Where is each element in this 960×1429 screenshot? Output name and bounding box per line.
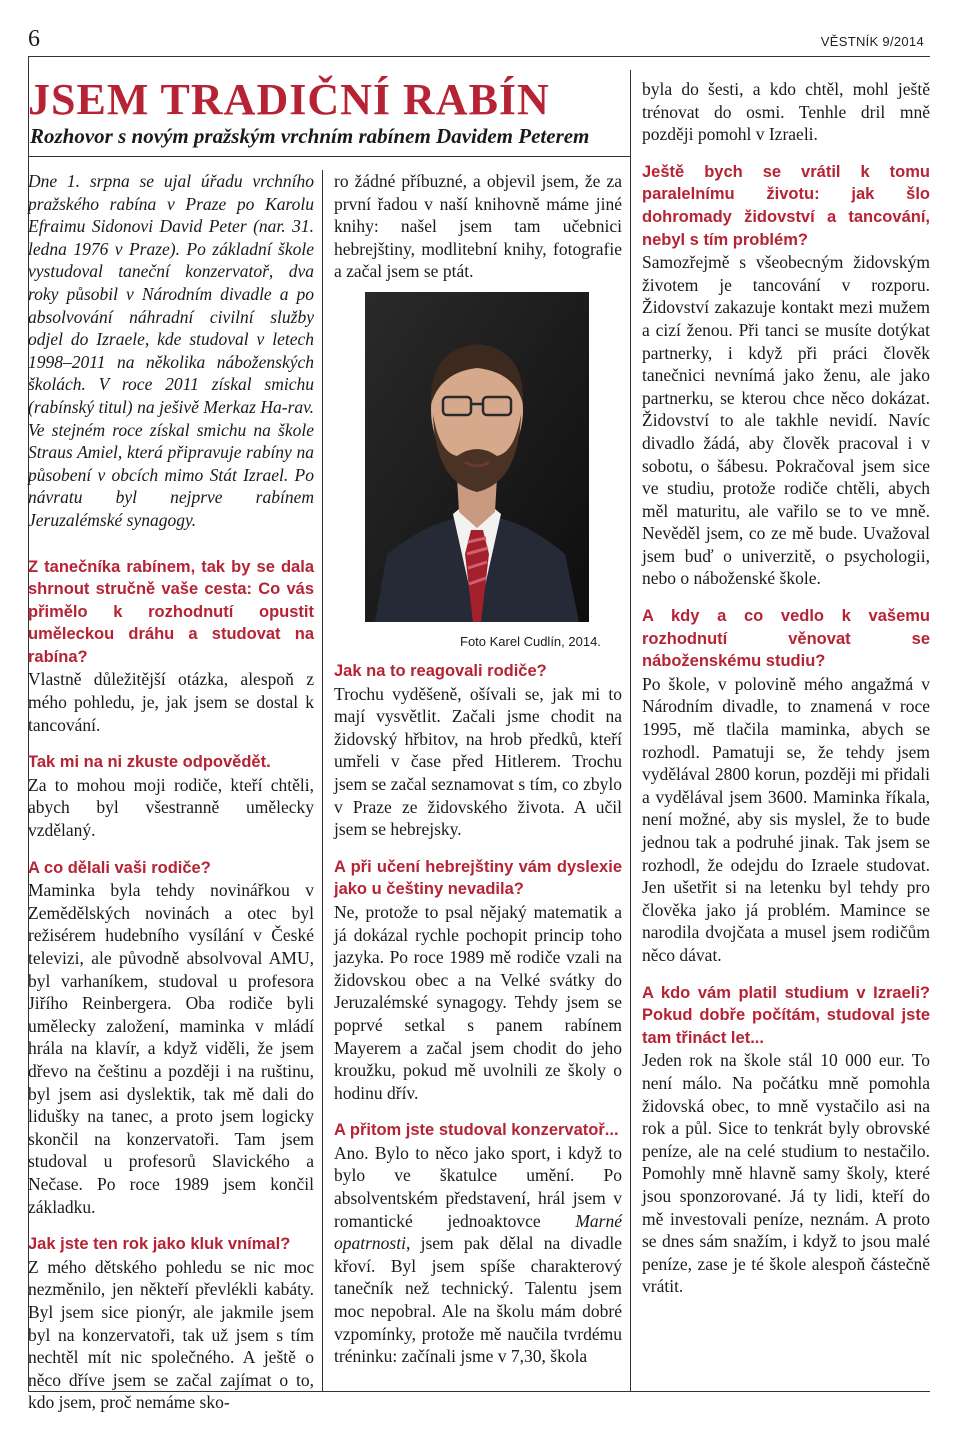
answer: Jeden rok na škole stál 10 000 eur. To není málo. Na počátku mně pomohla židovská obec, to mně vystačilo asi na rok a půl. Sice to tenkrát byly obrovské peníze, ale na celé studium to nestačilo. Pomohly mně hlavně samy školy, které jsou sponzorované. Já ty lidi, kteří do mě investovali peníze, neznám. A proto se dnes sám snažím, i když to jsou malé peníze, zase je té škole alespoň částečně vrátit. <box>642 1050 930 1297</box>
answer: Samozřejmě s všeobecným židovským životem je tancování v rozporu. Židovství zakazuje kontakt mezi mužem a cizí ženou. Při tanci se musíte dotýkat partnerky, i když při práci člověk tanečnici nevnímá jako ženu, ale jako partnerku, se kterou chce něco dokázat. Židovství to ale takhle nevidí. Navíc divadlo žádá, aby člověk pracoval i v sobotu, o šábesu. Pokračoval jsem sice ve studiu, protože rodiče chtěli, abych měl maturitu, ale vařilo se to ve mně. Nevěděl jsem, co ze mě bude. Uvažoval jsem buď o univerzitě, o psychologii, nebo o náboženské škole. <box>642 252 930 589</box>
page-number: 6 <box>28 26 40 52</box>
photo-caption: Foto Karel Cudlín, 2014. <box>460 634 601 649</box>
question: Jak na to reagovali rodiče? <box>334 662 547 680</box>
column-2-bottom <box>334 660 622 1383</box>
question: A co dělali vaši rodiče? <box>28 858 211 877</box>
article-title: JSEM TRADIČNÍ RABÍN <box>28 75 550 124</box>
column-2-top <box>334 170 622 298</box>
rabbi-portrait-photo <box>365 292 589 622</box>
answer-continued: ro žádné příbuzné, a objevil jsem, že za první řadou v naší knihovně máme jiné knihy: našel jsem tam učebnici hebrejštiny, modlitební knihy, fotografie a začal jsem se ptát. <box>334 171 622 282</box>
column-3 <box>642 78 930 1313</box>
question: A při učení hebrejštiny vám dyslexie jako u češtiny nevadila? <box>334 857 622 899</box>
answer: Vlastně důležitější otázka, alespoň z mého pohledu, je, jak jsem se dostal k tancování. <box>28 669 314 735</box>
answer: Ne, protože to psal nějaký matematik a já dokázal rychle pochopit princip toho jazyka. Po roce 1989 mě rodiče vzali na židovskou obec a na Velké svátky do Jeruzalémské synagogy. Tehdy jsem se poprvé setkal s panem rabínem Mayerem a začal jsem chodit do jeho kroužku, pokud mě uvolnili ze školy o hodinu dřív. <box>334 901 622 1103</box>
play-title: Marné opatrnosti <box>334 1210 622 1254</box>
answer: Po škole, v polovině mého angažmá v Národním divadle, to znamená v roce 1995, mě tlačila maminka, abych se rozhodl. Pamatuji se, že tehdy jsem vydělával 2800 korun, později mi přidali a vydělával jsem 3600. Maminka říkala, není možné, aby sis myslel, že to bude jednou tak a podruhé jinak. Tak jsem se rozhodl, že odejdu do Izraele studovat. Jen ušetřit si na letenku byl tehdy pro člověka jako já problém. Mamince se narodila dvojčata a musel jsem rodičům něco dávat. <box>642 673 930 965</box>
question: A přitom jste studoval konzervatoř... <box>334 1121 619 1140</box>
answer-part: Ano. Bylo to něco jako sport, i když to bylo ve škatulce umění. Po absolventském představení, hrál jsem v romantické jednoaktovce <box>334 1142 622 1231</box>
question: Ještě bych se vrátil k tomu paralelnímu životu: jak šlo dohromady židovství a tancování, nebyl s tím problém? <box>642 162 930 249</box>
answer: Maminka byla tehdy novinářkou v Zemědělských novinách a otec byl režisérem hudebního vysílání v České televizi, ale původně absolvoval AMU, byl varhaníkem, studoval u profesora Jiřího Reinbergera. Oba rodiče byli umělecky založení, maminka v mládí hrála na klavír, a když viděli, že jsem dřevo na češtinu a později i na ruštinu, byl jsem asi dyslektik, tak mě dali do lidušky na tanec, a proto jsem logicky skončil na konzervatoři. Tam jsem studoval u profesorů Slavického a Nečase. Po roce 1989 jsem končil základku. <box>28 880 314 1217</box>
question: A kdo vám platil studium v Izraeli? Pokud dobře počítám, studoval jste tam třináct let... <box>642 983 930 1047</box>
article-subtitle: Rozhovor s novým pražským vrchním rabínem Davidem Peterem <box>30 124 590 148</box>
column-divider-2 <box>630 70 631 1392</box>
column-1 <box>28 170 314 1429</box>
question: Tak mi na ni zkuste odpovědět. <box>28 753 271 772</box>
journal-issue: VĚSTNÍK 9/2014 <box>820 34 924 49</box>
question: Z tanečníka rabínem, tak by se dala shrnout stručně vaše cesta: Co vás přimělo k rozhodnutí opustit uměleckou dráhu a studovat na rabína? <box>28 557 314 666</box>
title-rule <box>28 156 630 157</box>
column-divider-1 <box>322 170 323 1392</box>
answer-part: , jsem pak dělal na divadle křoví. Byl jsem spíše charakterový tanečník než technický. Talentu jsem moc nepobral. Ale na školu mám dobré vzpomínky, protože mě naučila tvrdému tréninku: začínali jsme v 7,30, škola <box>334 1233 622 1367</box>
answer: Z mého dětského pohledu se nic moc nezměnilo, jen někteří převlékli kabáty. Byl jsem sice pionýr, ale jakmile jsem byl na konzervatoři, tak už jsem s tím nechtěl mít nic společného. A ještě o něco dříve jsem se začal zajímat o to, kdo jsem, proč nemáme sko- <box>28 1256 314 1413</box>
question: A kdy a co vedlo k vašemu rozhodnutí věnovat se náboženskému studiu? <box>642 607 930 671</box>
answer: Trochu vyděšeně, ošívali se, jak mi to mají vysvětlit. Začali jsme chodit na židovský hřbitov, na hrob předků, kteří umřeli v čase před Hitlerem. Trochu jsem se začal seznamovat s tím, co zbylo v Praze ze židovského života. A učil jsem se hebrejsky. <box>334 683 622 840</box>
answer-continued: byla do šesti, a kdo chtěl, mohl ještě trénovat do osmi. Tenhle dril mně později pomohl v Izraeli. <box>642 79 930 145</box>
question: Jak jste ten rok jako kluk vnímal? <box>28 1235 291 1254</box>
answer: Za to mohou moji rodiče, kteří chtěli, abych byl všestranně umělecky vzdělaný. <box>28 774 314 841</box>
header-rule <box>28 56 930 57</box>
article-intro: Dne 1. srpna se ujal úřadu vrchního pražského rabína v Praze po Karolu Efraimu Sidonovi David Peter (nar. 31. ledna 1976 v Praze). Po základní škole vystudoval taneční konzervatoř, dva roky působil v Národním divadle a po absolvování náhradní civilní služby odjel do Izraele, kde studoval v letech 1998–2011 na několika náboženských školách. V roce 2011 získal smichu (rabínský titul) na ješivě Merkaz Ha-rav. Ve stejném roce získal smichu na škole Straus Amiel, která připravuje rabíny na působení v obcích mimo Stát Izrael. Po návratu byl nejprve rabínem Jeruzalémské synagogy. <box>28 171 314 530</box>
